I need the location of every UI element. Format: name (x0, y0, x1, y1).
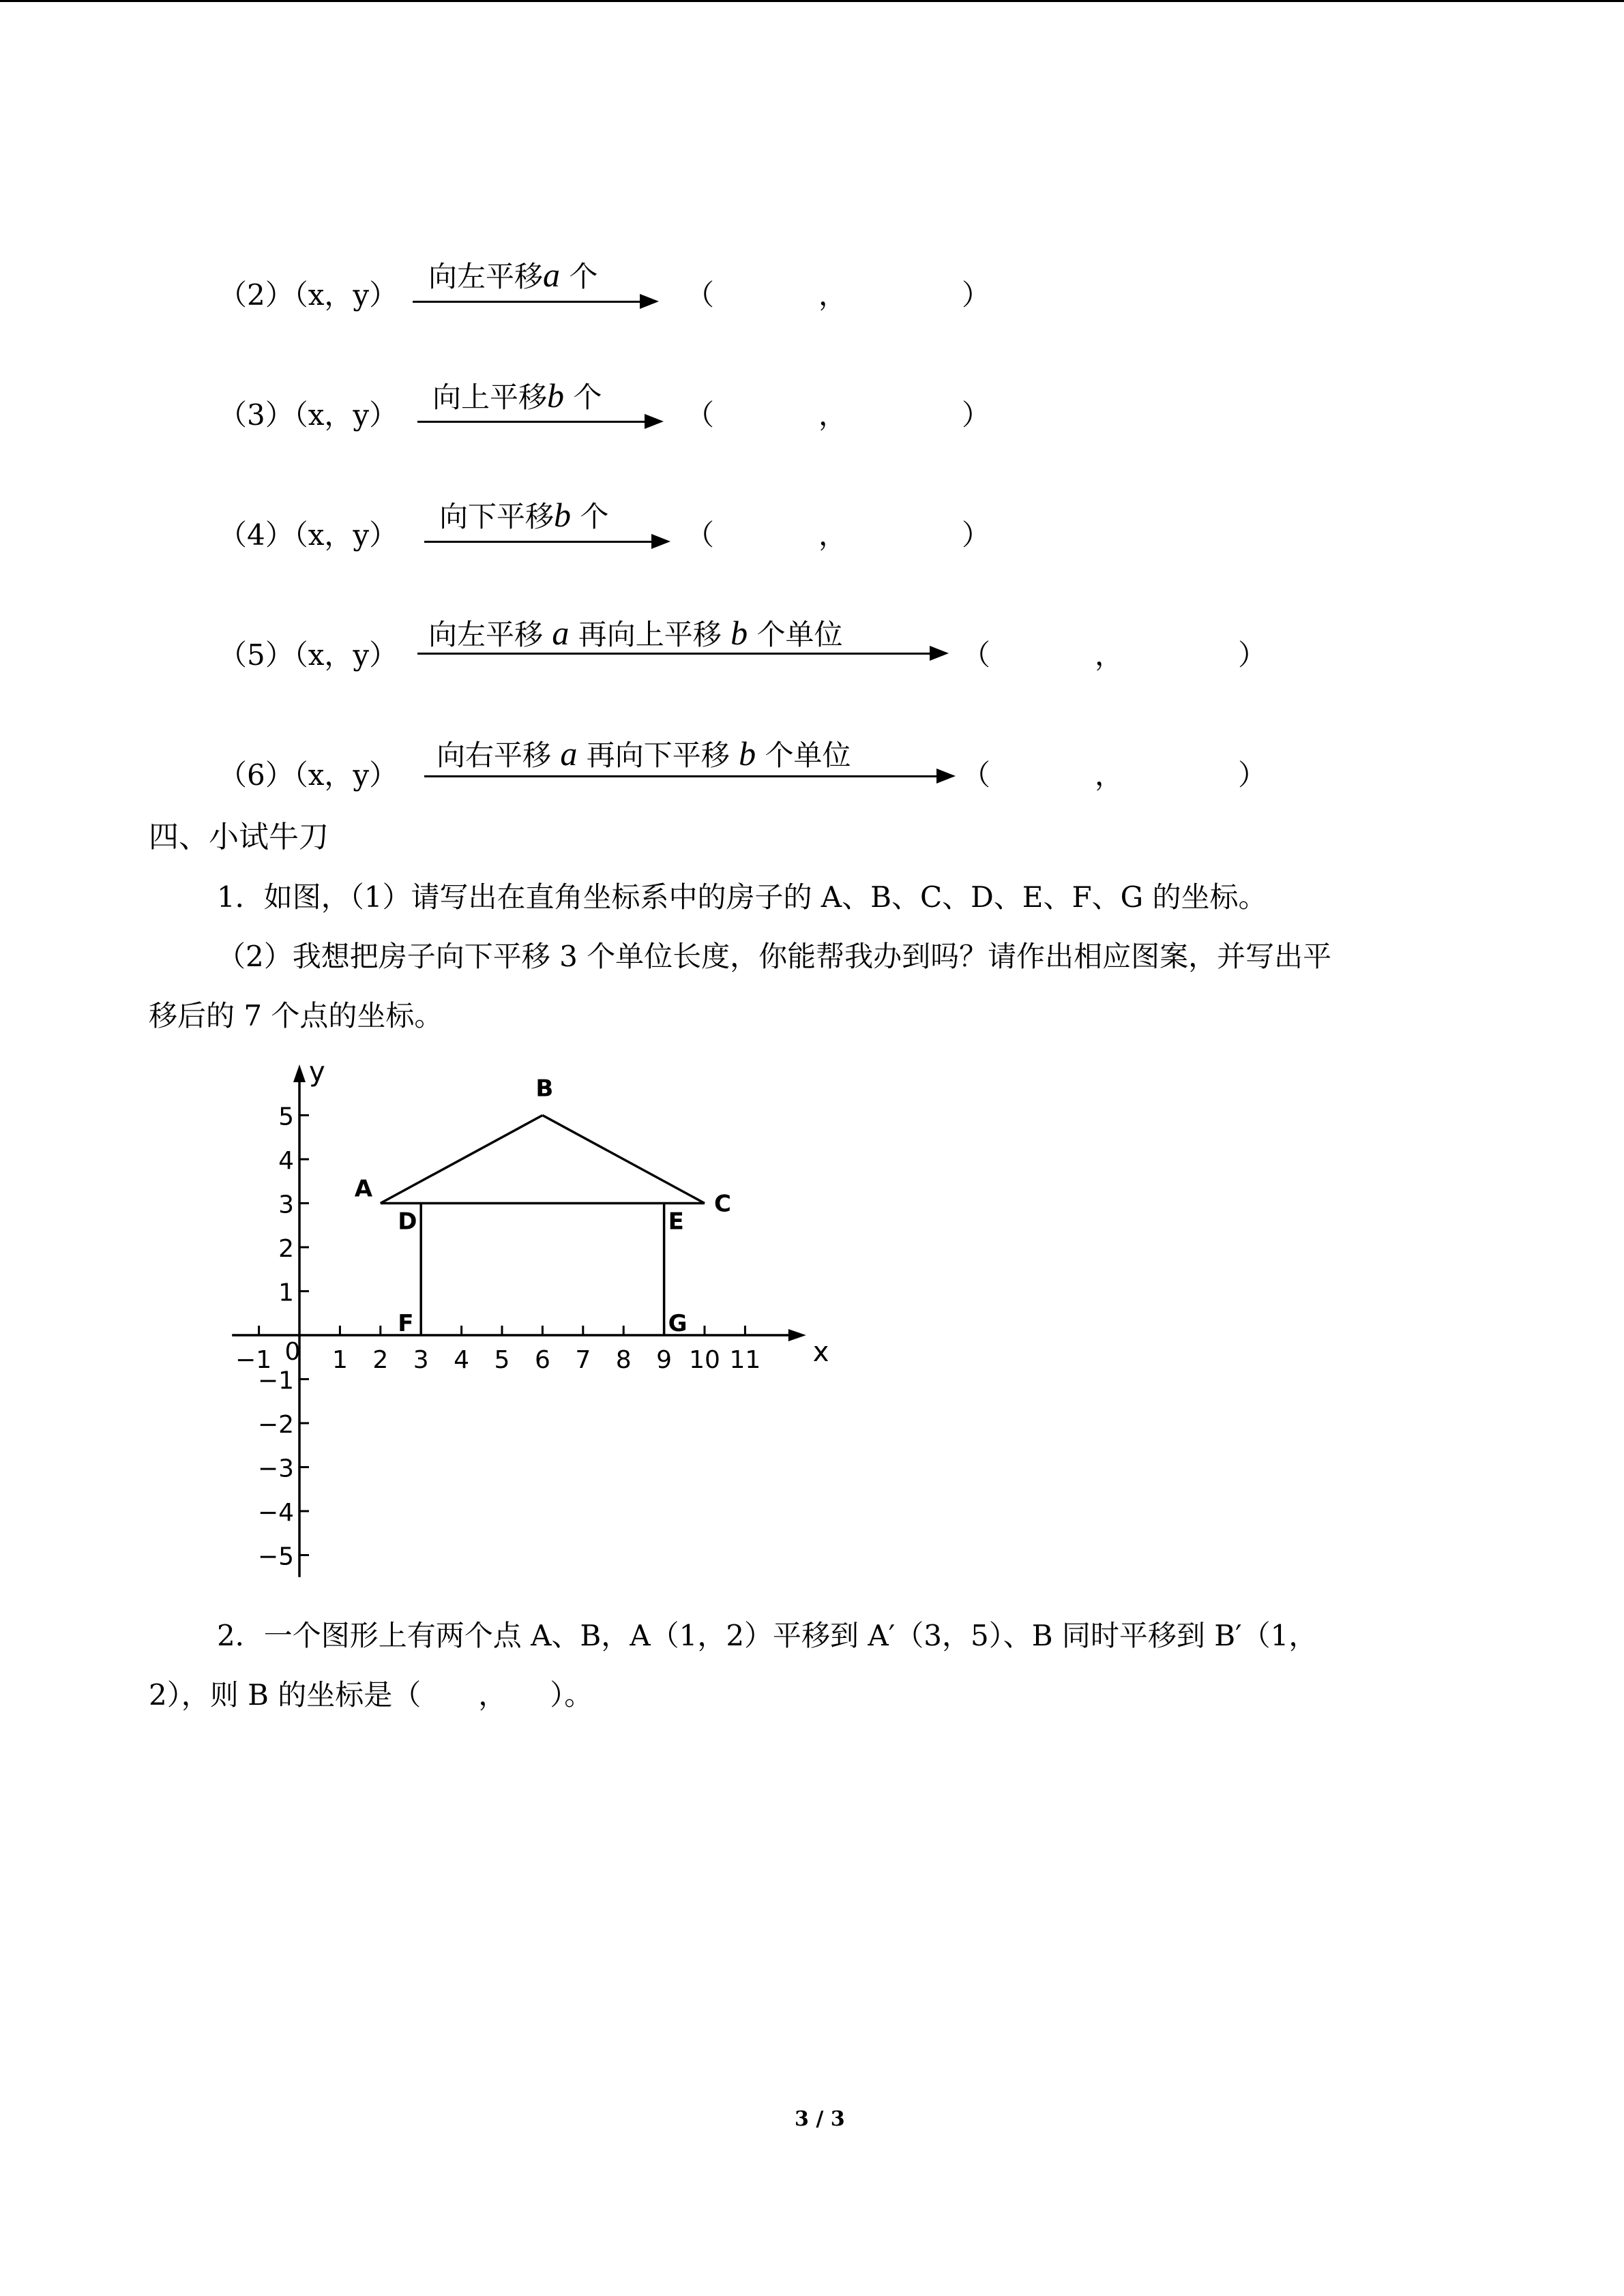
question-1-part-2-line-1: （2）我想把房子向下平移 3 个单位长度，你能帮我办到吗？请作出相应图案，并写出平 (217, 940, 1332, 973)
point-label-B: B (535, 1075, 554, 1103)
answer-open-paren: （ (962, 758, 991, 792)
point-label-G: G (668, 1310, 688, 1337)
arrow-label: 向上平移b 个 (432, 376, 602, 415)
coordinate-figure (205, 1064, 832, 1596)
x-tick-label: 1 (331, 1346, 348, 1374)
answer-open-paren: （ (685, 278, 715, 312)
y-tick-label: 1 (278, 1279, 294, 1307)
answer-close-paren: ） (1238, 758, 1267, 792)
point-label-C: C (714, 1190, 731, 1218)
arrow-label: 向左平移 a 再向上平移 b 个单位 (428, 614, 843, 652)
house-edge-BC (542, 1116, 705, 1204)
answer-close-paren: ） (962, 278, 991, 312)
x-axis-arrow-icon (788, 1329, 806, 1341)
question-1-part-1: 1．如图，（1）请写出在直角坐标系中的房子的 A、B、C、D、E、F、G 的坐标。 (217, 880, 1267, 914)
page-top-border (0, 0, 1624, 2)
question-1-part-2-line-2: 移后的 7 个点的坐标。 (149, 999, 443, 1032)
y-tick-label: −4 (257, 1499, 294, 1527)
x-tick-label: 7 (575, 1346, 591, 1374)
answer-comma: ， (818, 518, 848, 552)
y-tick-label: 2 (278, 1235, 294, 1263)
house-edge-AB (381, 1116, 543, 1204)
y-tick-label: −1 (257, 1367, 294, 1395)
y-tick-label: −5 (257, 1542, 294, 1571)
origin-label: 0 (284, 1338, 301, 1366)
question-2-line-2: 2），则 B 的坐标是（ ， ）。 (149, 1678, 593, 1712)
y-axis-arrow-icon (293, 1064, 306, 1082)
x-tick-label: 10 (689, 1346, 720, 1374)
y-tick-label: 5 (278, 1103, 294, 1131)
arrow-label: 向左平移a 个 (428, 256, 598, 294)
question-2-line-1: 2．一个图形上有两个点 A、B，A（1，2）平移到 A′（3，5）、B 同时平移到 B′（1， (217, 1619, 1318, 1652)
x-axis-label: x (812, 1337, 829, 1368)
y-tick-label: −3 (257, 1455, 294, 1483)
answer-open-paren: （ (685, 398, 715, 432)
point-label-A: A (354, 1175, 373, 1203)
answer-close-paren: ） (962, 398, 991, 432)
y-axis-label: y (309, 1064, 325, 1088)
x-tick-label: 6 (534, 1346, 550, 1374)
arrow-icon (417, 421, 660, 423)
answer-comma: ， (1095, 758, 1124, 792)
y-tick-label: 3 (278, 1191, 294, 1219)
x-tick-label: −1 (235, 1346, 272, 1374)
arrow-label: 向右平移 a 再向下平移 b 个单位 (437, 734, 851, 773)
x-tick-label: 5 (494, 1346, 510, 1374)
arrow-icon (424, 541, 666, 543)
exercise-number: （6）（x，y） (218, 758, 398, 792)
arrow-icon (417, 653, 945, 655)
answer-comma: ， (1095, 638, 1124, 672)
exercise-number: （3）（x，y） (218, 398, 398, 432)
answer-open-paren: （ (962, 638, 991, 672)
arrow-label: 向下平移b 个 (439, 496, 609, 534)
point-label-E: E (668, 1208, 684, 1236)
answer-comma: ， (818, 398, 848, 432)
point-label-D: D (398, 1208, 417, 1236)
x-tick-label: 3 (413, 1346, 429, 1374)
exercise-number: （4）（x，y） (218, 518, 398, 552)
answer-close-paren: ） (962, 518, 991, 552)
answer-open-paren: （ (685, 518, 715, 552)
y-tick-label: −2 (257, 1411, 294, 1439)
x-tick-label: 9 (656, 1346, 673, 1374)
answer-close-paren: ） (1238, 638, 1267, 672)
y-tick-label: 4 (278, 1147, 294, 1175)
x-tick-label: 8 (615, 1346, 632, 1374)
section-heading: 四、小试牛刀 (149, 820, 329, 854)
x-tick-label: 2 (372, 1346, 389, 1374)
x-tick-label: 11 (729, 1346, 761, 1374)
exercise-number: （2）（x，y） (218, 278, 398, 312)
arrow-icon (413, 301, 655, 303)
exercise-number: （5）（x，y） (218, 638, 398, 672)
x-tick-label: 4 (454, 1346, 470, 1374)
point-label-F: F (398, 1310, 414, 1337)
arrow-icon (424, 775, 951, 777)
answer-comma: ， (818, 278, 848, 312)
page-number: 3 / 3 (795, 2107, 845, 2131)
